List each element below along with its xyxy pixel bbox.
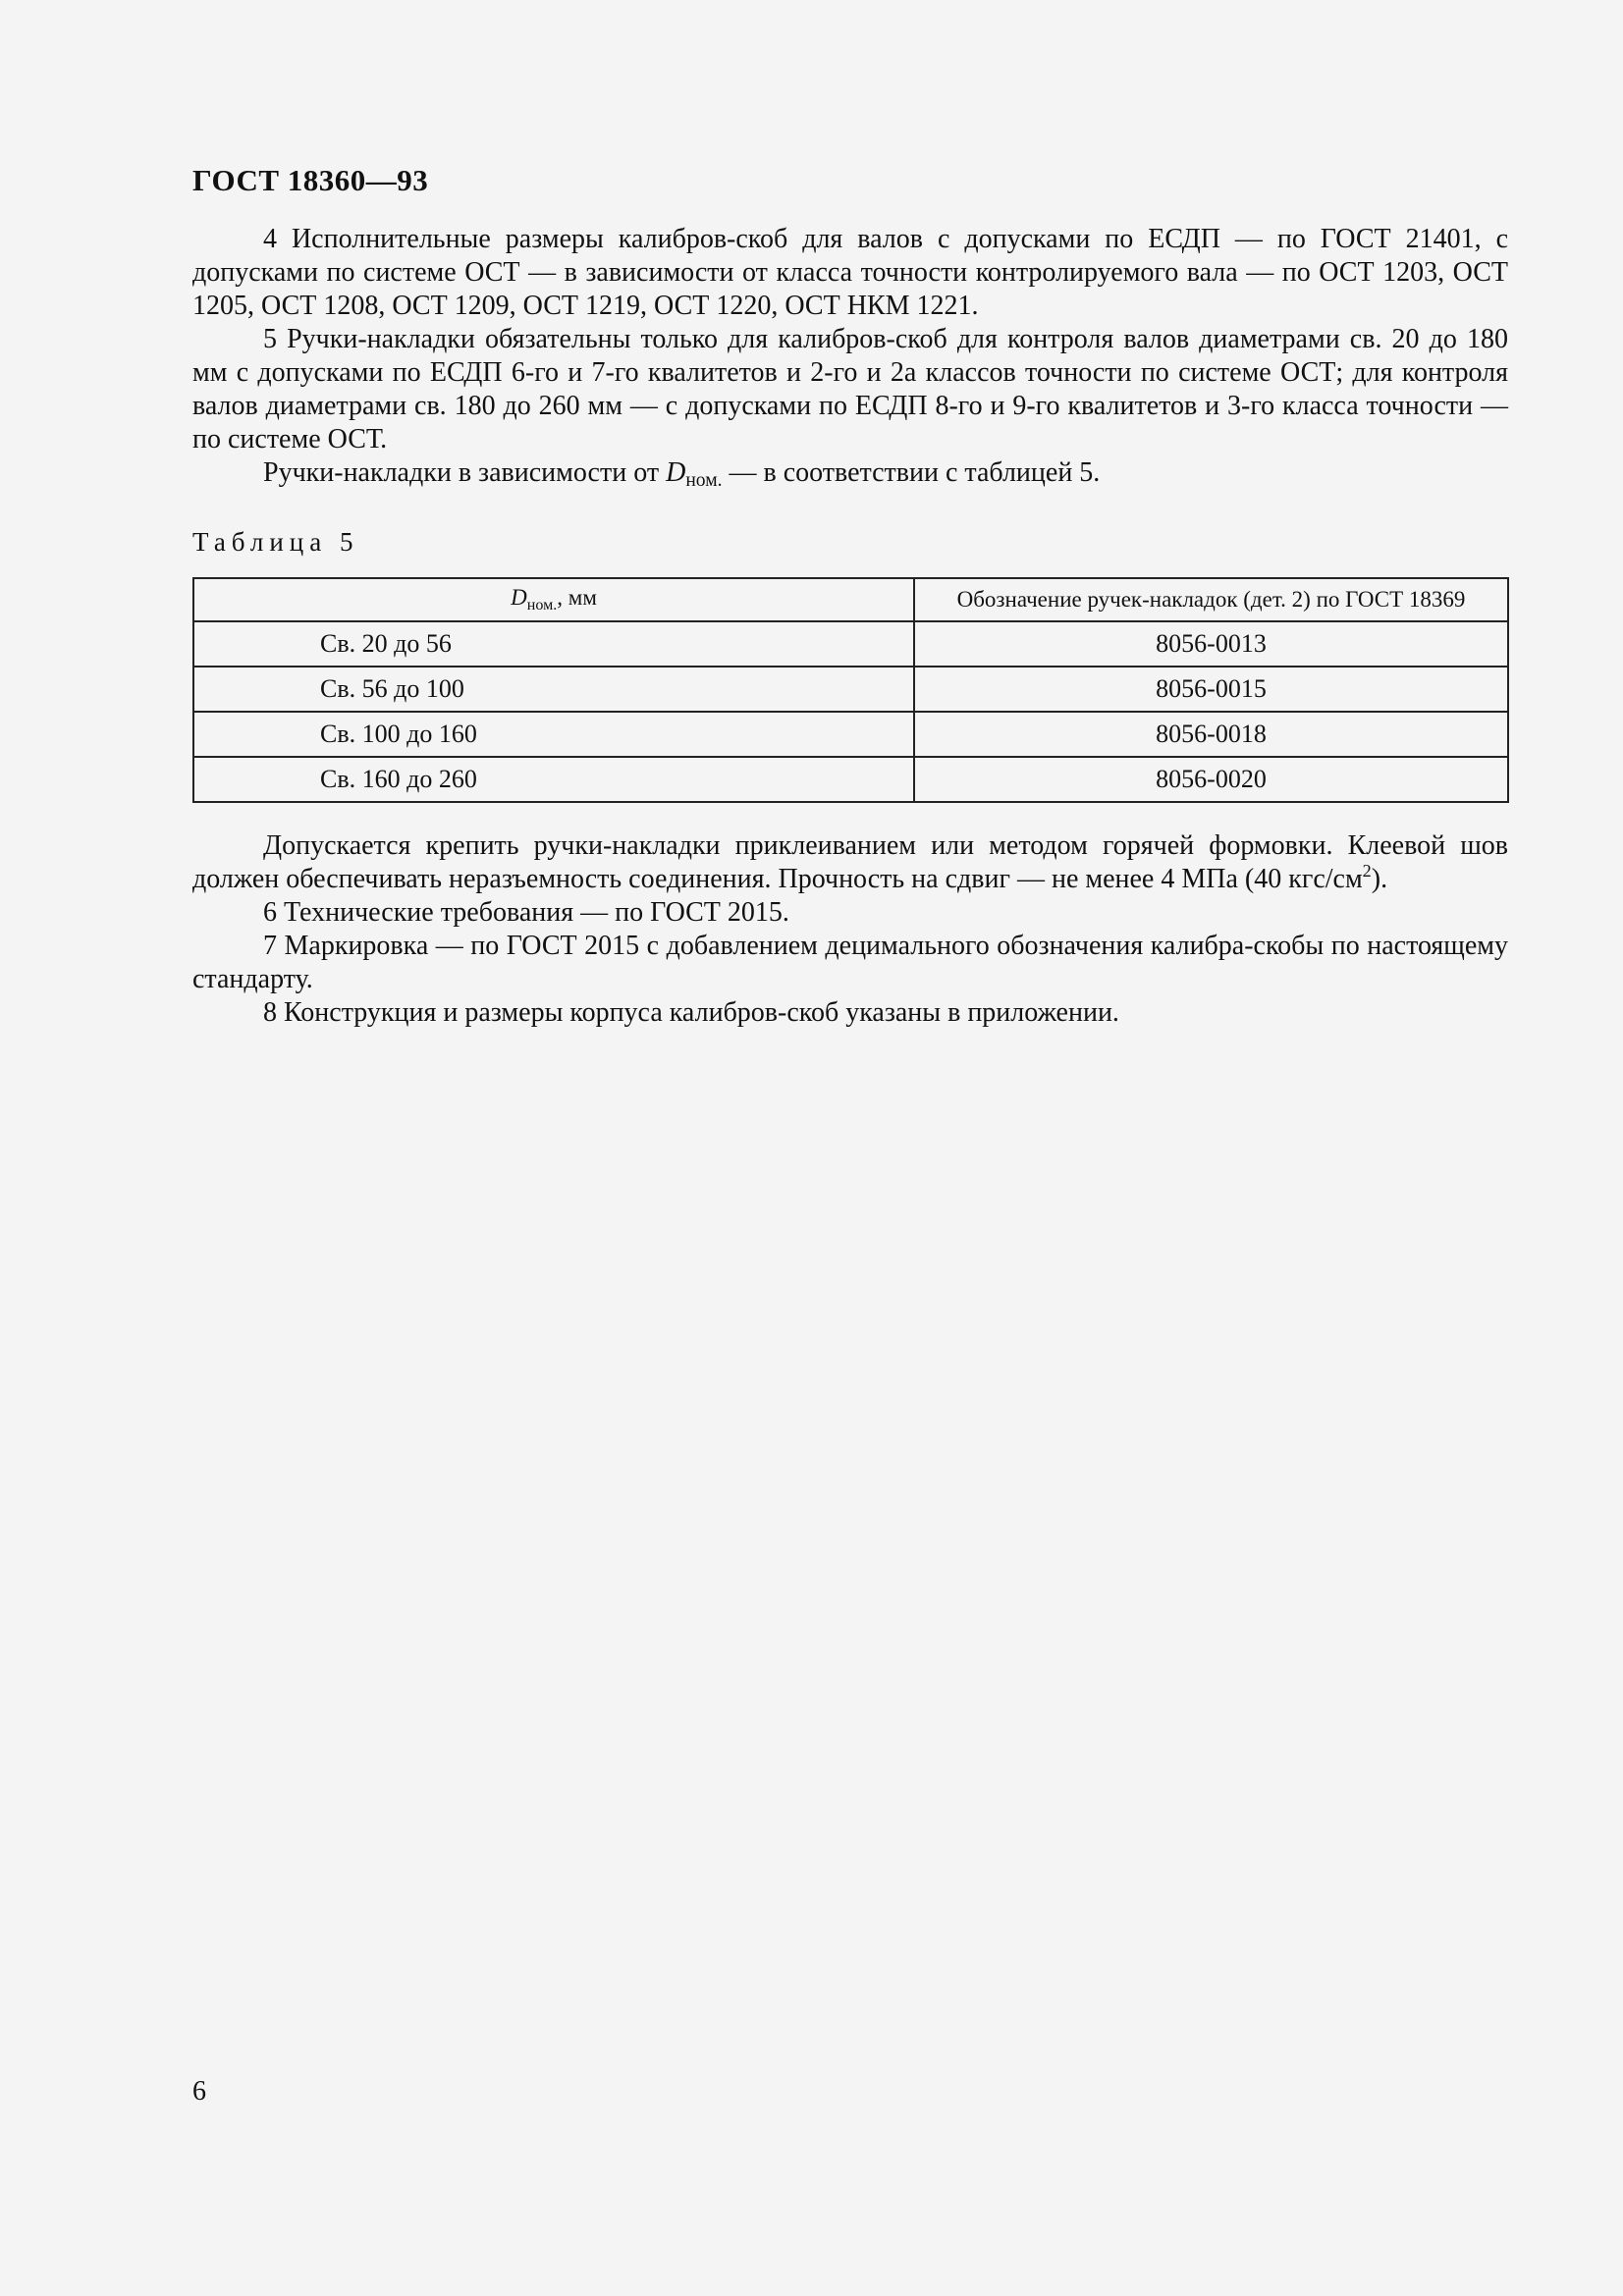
d-nom-variable: D	[666, 457, 686, 488]
square-superscript: 2	[1362, 861, 1372, 881]
cell-designation: 8056-0013	[914, 621, 1508, 667]
paragraph-gluing-end: ).	[1371, 864, 1388, 894]
table-header-diameter	[193, 578, 914, 621]
cell-designation: 8056-0015	[914, 667, 1508, 712]
text-block-lower	[192, 829, 1508, 1030]
paragraph-5-table-ref-end: — в соответствии с таблицей 5.	[722, 457, 1101, 488]
paragraph-4: 4 Исполнительные размеры калибров-скоб для валов с допусками по ЕСДП — по ГОСТ 21401, с допусками по системе ОСТ — в зависимости от класса точности контролируемого вала — по ОСТ 1203, ОСТ 1205, ОСТ 1208, ОСТ 1209, ОСТ 1219, ОСТ 1220, ОСТ НКМ 1221.	[192, 224, 1508, 321]
paragraph-8: 8 Конструкция и размеры корпуса калибров-скоб указаны в приложении.	[263, 997, 1119, 1028]
paragraph-6: 6 Технические требования — по ГОСТ 2015.	[263, 897, 789, 928]
cell-designation: 8056-0018	[914, 712, 1508, 757]
cell-diameter-range: Св. 100 до 160	[193, 712, 914, 757]
cell-designation: 8056-0020	[914, 757, 1508, 802]
paragraph-7: 7 Маркировка — по ГОСТ 2015 с добавлением децимального обозначения калибра-скобы по настоящему стандарту.	[192, 931, 1508, 994]
paragraph-5-table-ref-start: Ручки-накладки в зависимости от	[263, 457, 667, 488]
header-d-subscript: ном.	[526, 597, 558, 614]
table-5	[192, 577, 1509, 803]
cell-diameter-range: Св. 56 до 100	[193, 667, 914, 712]
cell-diameter-range: Св. 20 до 56	[193, 621, 914, 667]
header-d-variable: D	[511, 585, 527, 610]
paragraph-gluing	[192, 829, 1508, 896]
text-block-upper	[192, 223, 1508, 498]
cell-diameter-range: Св. 160 до 260	[193, 757, 914, 802]
table-row	[193, 667, 1508, 712]
table-header-designation: Обозначение ручек-накладок (дет. 2) по ГОСТ 18369	[914, 578, 1508, 621]
document-title: ГОСТ 18360—93	[192, 163, 429, 197]
table-caption: Таблица 5	[192, 527, 359, 557]
paragraph-5: 5 Ручки-накладки обязательны только для калибров-скоб для контроля валов диаметрами св. 20 до 180 мм с допусками по ЕСДП 6-го и 7-го квалитетов и 2-го и 2а классов точности по системе ОСТ; для контроля валов диаметрами св. 180 до 260 мм — с допусками по ЕСДП 8-го и 9-го квалитетов и 3-го класса точности — по системе ОСТ.	[192, 324, 1508, 454]
table-row	[193, 712, 1508, 757]
table-row	[193, 621, 1508, 667]
d-nom-subscript: ном.	[685, 470, 723, 491]
header-d-unit: , мм	[557, 585, 597, 610]
table-row	[193, 757, 1508, 802]
page-number: 6	[192, 2076, 206, 2107]
table-header-row	[193, 578, 1508, 621]
paragraph-gluing-main: Допускается крепить ручки-накладки приклеиванием или методом горячей формовки. Клеевой шов должен обеспечивать неразъемность соединения. Прочность на сдвиг — не менее 4 МПа (40 кгс/см	[192, 830, 1508, 894]
paragraph-5-table-ref	[192, 456, 1508, 498]
